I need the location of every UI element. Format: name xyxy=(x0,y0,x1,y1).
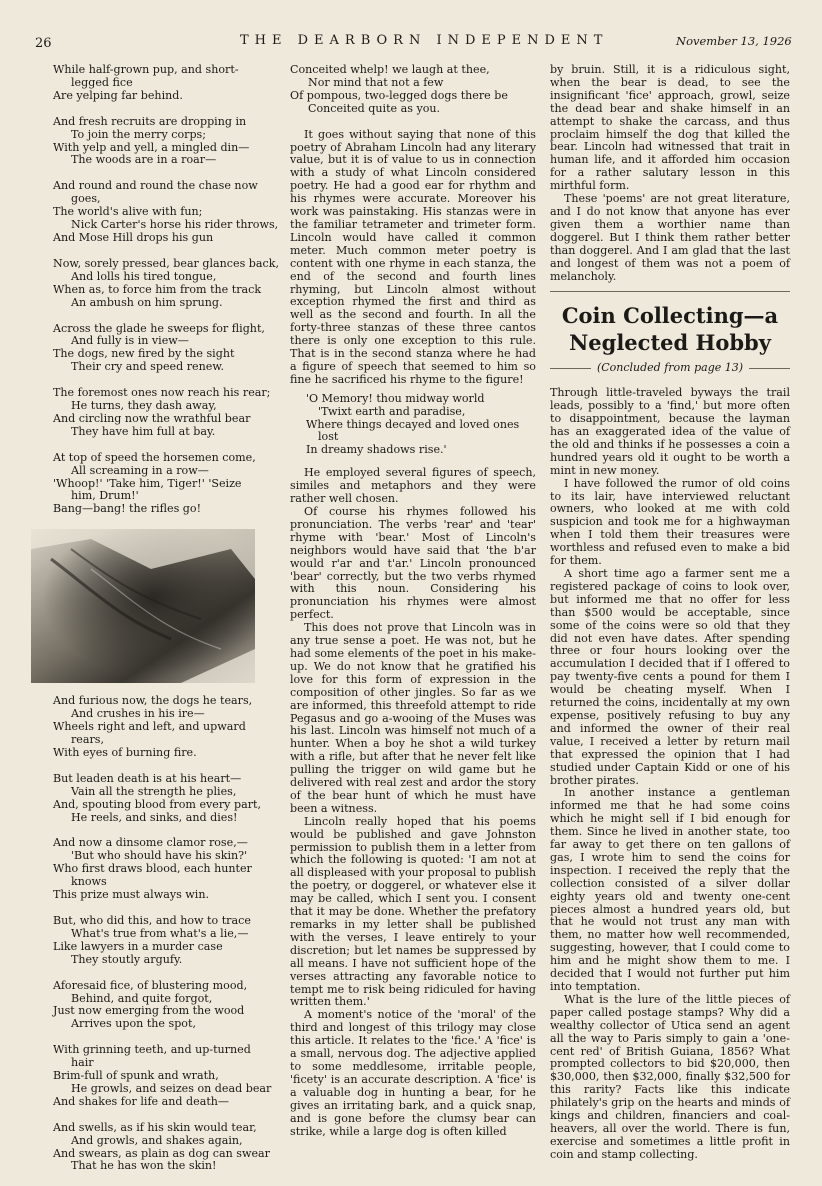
verse-line: Behind, and quite forgot, xyxy=(71,991,213,1005)
paragraph: by bruin. Still, it is a ridiculous sight, when the bear is dead, to see the insignificant 'fice' approach, growl, seize the dead bear and shake himself in an attempt to shake the carcass, and thus proclaim himself the dog that killed the bear. Lincoln had witnessed that trait in human life, and it afforded him occasion for a rather salutary lesson in this mirthful form. xyxy=(550,63,790,193)
verse-line: 'O Memory! thou midway world xyxy=(306,391,485,405)
continuation-note xyxy=(550,362,790,375)
verse-line: Where things decayed and loved ones xyxy=(306,417,520,431)
verse-line: When as, to force him from the track xyxy=(53,282,262,296)
verse-line: legged fice xyxy=(71,75,133,89)
paragraph: Through little-traveled byways the trail leads, possibly to a 'find,' but more often to disappointment, because the layman has an exaggerated idea of the value of the old and thinks if he possesses a coin a hundred years old it ought to be worth a mint in new money. xyxy=(550,386,790,477)
stanza xyxy=(53,323,281,375)
stanza xyxy=(53,387,281,439)
verse-line: Conceited quite as you. xyxy=(308,101,441,115)
memory-quote xyxy=(306,393,536,458)
verse-line: With grinning teeth, and up-turned xyxy=(53,1043,251,1057)
verse-line: But leaden death is at his heart— xyxy=(53,771,242,785)
stanza xyxy=(53,980,281,1032)
verse-line: Conceited whelp! we laugh at thee, xyxy=(290,63,490,76)
stanza xyxy=(53,64,281,103)
verse-line: What's true from what's a lie,— xyxy=(71,926,249,940)
stanza xyxy=(53,452,281,517)
verse-line: And swears, as plain as dog can swear xyxy=(53,1146,270,1160)
verse-line: But, who did this, and how to trace xyxy=(53,913,251,927)
verse-line: The foremost ones now reach his rear; xyxy=(53,386,271,400)
verse-line: In dreamy shadows rise.' xyxy=(306,443,447,457)
verse-line: 'Whoop!' 'Take him, Tiger!' 'Seize xyxy=(53,476,242,490)
verse-line: Arrives upon the spot, xyxy=(71,1017,196,1031)
verse-line: Nick Carter's horse his rider throws, xyxy=(71,218,279,232)
essay-paragraphs xyxy=(290,129,536,387)
paragraph: What is the lure of the little pieces of paper called postage stamps? Why did a wealthy collector of Utica send an agent all the way to Paris simply to gain a 'one-cent red' of British Guiana, 1856? What prompted collectors to bid $20,000, then $30,000, then $32,000, finally $32,500 for this rarity? Facts like this indicate philately's grip on the hearts and minds of kings and children, financiers and coal-heavers, all over the world. There is fun, exercise and sometimes a little profit in coin and stamp collecting. xyxy=(550,992,790,1161)
stanza xyxy=(53,180,281,245)
verse-line: He turns, they dash away, xyxy=(71,399,217,413)
stanza xyxy=(53,1044,281,1109)
verse-line: rears, xyxy=(71,733,105,746)
continuation-label: (Concluded from page 13) xyxy=(596,361,744,375)
verse-line: knows xyxy=(71,875,107,889)
verse-line: Vain all the strength he plies, xyxy=(71,784,237,798)
coin-article-body xyxy=(550,387,790,1161)
verse-line: lost xyxy=(318,430,339,444)
verse-line: Of pompous, two-legged dogs there be xyxy=(290,88,508,102)
verse-line: Their cry and speed renew. xyxy=(71,360,225,374)
paragraph: It goes without saying that none of this poetry of Abraham Lincoln had any literary value, but it is of value to us in connection with a study of what Lincoln considered poetry. He had a good ear for rhythm and his rhymes were accurate. Moreover his work was painstaking. His stanzas were in the familiar tetrameter and trimeter form. Lincoln would have called it common meter. Much common meter poetry is content with one rhyme in each stanza, the end of the second and fourth lines rhyming, but Lincoln almost without exception rhymed the first and third as well as the second and fourth. In all the forty-three stanzas of these three cantos there is only one exception to this rule. That is in the second stanza where he had a figure of speech that seemed to him so fine he sacrificed his rhyme to the figure! xyxy=(290,127,536,386)
verse-line: Like lawyers in a murder case xyxy=(53,939,223,953)
verse-line: And shakes for life and death— xyxy=(53,1094,230,1108)
verse-line: And now a dinsome clamor rose,— xyxy=(53,836,248,850)
verse-line: They stoutly argufy. xyxy=(71,952,183,966)
verse-line: And round and round the chase now xyxy=(53,179,258,193)
verse-line: hair xyxy=(71,1056,94,1070)
verse-line: him, Drum!' xyxy=(71,489,139,503)
verse-line: And furious now, the dogs he tears, xyxy=(53,694,253,708)
paragraph: I have followed the rumor of old coins to its lair, have interviewed reluctant owners, who looked at me with cold suspicion and took me for a highwayman when I told them their treasures were worthless and refused even to make a bid for them. xyxy=(550,476,790,568)
verse-line: Brim-full of spunk and wrath, xyxy=(53,1069,219,1083)
verse-line: Are yelping far behind. xyxy=(53,88,183,102)
stanza xyxy=(53,915,281,967)
verse-line: They have him full at bay. xyxy=(71,424,216,438)
stanza xyxy=(53,695,281,760)
stanza xyxy=(53,258,281,310)
paragraph: He employed several figures of speech, similes and metaphors and they were rather well chosen. xyxy=(290,466,536,506)
paragraph: This does not prove that Lincoln was in any true sense a poet. He was not, but he had some elements of the poet in his make-up. We do not know that he gratified his love for this form of expression in the composition of other jingles. So far as we are informed, this threefold attempt to ride Pegasus and go a-wooing of the Muses was his last. Lincoln was himself not much of a hunter. When a boy he shot a wild turkey with a rifle, but after that he never felt like pulling the trigger on wild game but he delivered with real zest and ardor the story of the bear hunt of which he must have been a witness. xyxy=(290,621,536,815)
verse-line: This prize must always win. xyxy=(53,888,210,902)
section-rule xyxy=(550,291,790,292)
essay-paragraphs-continued xyxy=(290,467,536,1138)
paragraph: A short time ago a farmer sent me a registered package of coins to look over, but informed me that no offer for less than $500 would be acceptable, since some of the coins were so old that they did not even have dates. After spending three or four hours looking over the accumulation I decided that if I offered to pay twenty-five cents a pound for them I would be cheating myself. When I returned the coins, incidentally at my own expense, positively refusing to buy any and informed the owner of their real value, I received a letter by return mail that expressed the opinion that I had studied under Captain Kidd or one of his brother pirates. xyxy=(550,567,790,787)
verse-line: Aforesaid fice, of blustering mood, xyxy=(53,978,248,992)
column-right xyxy=(550,64,790,1162)
stanza xyxy=(53,1122,281,1174)
running-title: THE DEARBORN INDEPENDENT xyxy=(240,33,609,48)
column-essay xyxy=(290,64,536,1138)
verse-line: 'But who should have his skin?' xyxy=(71,849,248,863)
verse-line: 'Twixt earth and paradise, xyxy=(318,404,466,418)
page-number: 26 xyxy=(35,36,52,51)
verse-line: And fully is in view— xyxy=(71,334,189,348)
verse-line: He growls, and seizes on dead bear xyxy=(71,1081,272,1095)
closing-stanza xyxy=(290,64,536,116)
verse-line: All screaming in a row— xyxy=(71,463,209,477)
column-poem xyxy=(53,64,281,1186)
paragraph: A moment's notice of the 'moral' of the third and longest of this trilogy may close this article. It relates to the 'fice.' A 'fice' is a small, nervous dog. The adjective applied to some meddlesome, irritable people, 'ficety' is an accurate description. A 'fice' is a valuable dog in hunting a bear, for he gives an irritating bark, and a quick snap, and is gone before the clumsy bear can strike, while a large dog is often killed xyxy=(290,1008,536,1138)
verse-line: Just now emerging from the wood xyxy=(53,1004,245,1018)
verse-line: An ambush on him sprung. xyxy=(71,295,223,309)
verse-line: goes, xyxy=(71,192,101,206)
verse-line: To join the merry corps; xyxy=(71,127,206,141)
stanza xyxy=(53,116,281,168)
verse-line: With yelp and yell, a mingled din— xyxy=(53,140,250,154)
paragraph: In another instance a gentleman informed me that he had some coins which he might sell if I bid enough for them. Since he lived in another state, too far away to get there on ten gallons of gas, I wrote him to send the coins for inspection. I received the reply that the collection consisted of a silver dollar eighty years old and twenty one-cent pieces almost a hundred years old, but that he would not trust any man with them, no matter how well recommended, suggesting, however, that I could come to him and he might show them to me. I decided that I would not further put him into temptation. xyxy=(550,786,790,993)
verse-line: Who first draws blood, each hunter xyxy=(53,862,252,876)
verse-line: That he has won the skin! xyxy=(71,1159,217,1173)
verse-line: And Mose Hill drops his gun xyxy=(53,230,214,244)
paragraph: Lincoln really hoped that his poems would be published and gave Johnston permission to publish them in a letter from which the following is quoted: 'I am not at all displeased with your proposal to publish the poetry, or doggerel, or whatever else it may be called, which I sent you. I consent that it may be done. Whether the prefatory remarks in my letter shall be published with the verses, I leave entirely to your discretion; but let names be suppressed by all means. I have not sufficient hope of the verses attracting any favorable notice to tempt me to risk being ridiculed for having written them.' xyxy=(290,814,536,1009)
verse-line: Now, sorely pressed, bear glances back, xyxy=(53,256,279,270)
verse-line: With eyes of burning fire. xyxy=(53,745,197,759)
paragraph: These 'poems' are not great literature, and I do not know that anyone has ever given them a worthier name than doggerel. But I think them rather better than doggerel. And I am glad that the last and longest of them was not a poem of melancholy. xyxy=(550,192,790,283)
verse-line: While half-grown pup, and short- xyxy=(53,63,239,76)
verse-line: And circling now the wrathful bear xyxy=(53,411,251,425)
verse-line: Wheels right and left, and upward xyxy=(53,720,246,734)
verse-line: And crushes in his ire— xyxy=(71,707,205,721)
verse-line: He reels, and sinks, and dies! xyxy=(71,810,238,824)
verse-line: At top of speed the horsemen come, xyxy=(53,450,256,464)
stanza xyxy=(53,773,281,825)
essay-conclusion xyxy=(550,64,790,283)
bear-hunt-photo xyxy=(31,529,255,683)
verse-line: And lolls his tired tongue, xyxy=(71,269,217,283)
article-headline: Coin Collecting—a Neglected Hobby xyxy=(561,303,779,356)
dash-left xyxy=(550,368,591,369)
paragraph: Of course his rhymes followed his pronunciation. The verbs 'rear' and 'tear' rhyme with 'bear.' Most of Lincoln's neighbors would have said that 'the b'ar would r'ar and t'ar.' Lincoln pronounced 'bear' correctly, but the two verbs rhymed with this noun. Considering his pronunciation his rhymes were almost perfect. xyxy=(290,505,536,622)
verse-line: Nor mind that not a few xyxy=(308,75,444,89)
stanza xyxy=(53,837,281,902)
verse-line: And fresh recruits are dropping in xyxy=(53,114,247,128)
verse-line: Across the glade he sweeps for flight, xyxy=(53,321,265,335)
verse-line: Bang—bang! the rifles go! xyxy=(53,502,202,516)
verse-line: The world's alive with fun; xyxy=(53,205,203,219)
dash-right xyxy=(749,368,790,369)
poem-stanzas-continued xyxy=(53,695,281,1173)
issue-date: November 13, 1926 xyxy=(676,34,792,48)
verse-line: The dogs, new fired by the sight xyxy=(53,347,235,361)
verse-line: And growls, and shakes again, xyxy=(71,1133,243,1147)
poem-stanzas xyxy=(53,64,281,516)
verse-line: And swells, as if his skin would tear, xyxy=(53,1120,257,1134)
verse-line: And, spouting blood from every part, xyxy=(53,797,261,811)
verse-line: The woods are in a roar— xyxy=(71,153,217,167)
